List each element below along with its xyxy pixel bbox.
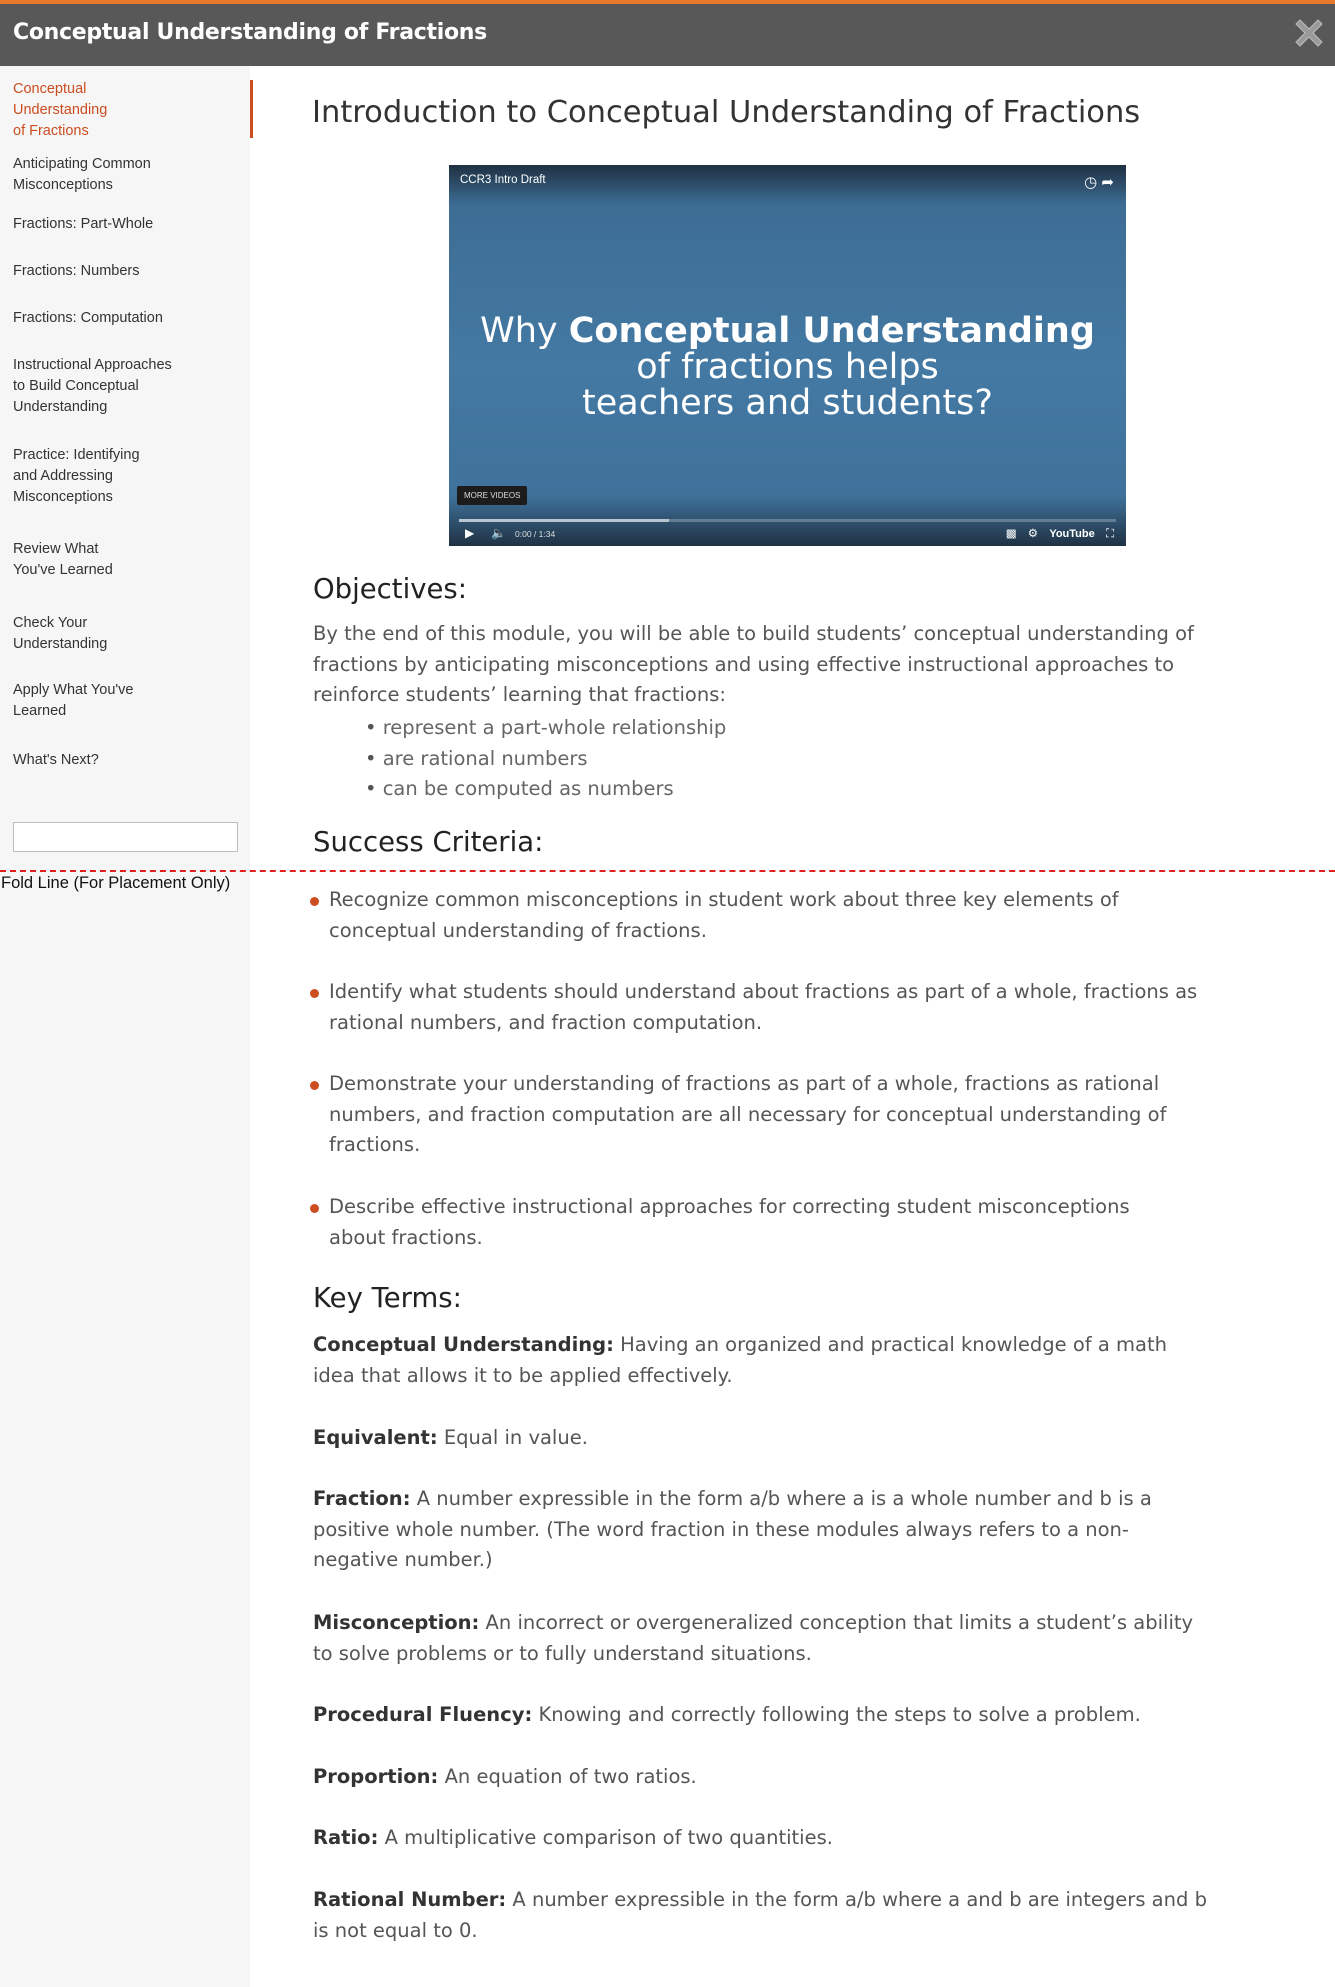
success-criterion: Recognize common misconceptions in student work about three key elements of conceptual understanding of fractions.	[329, 888, 1119, 942]
key-term	[313, 1700, 1213, 1731]
term-name: Equivalent:	[313, 1426, 438, 1449]
objective-item: • represent a part-whole relationship	[365, 713, 1065, 744]
youtube-logo[interactable]: YouTube	[1049, 528, 1095, 540]
key-term	[313, 1484, 1183, 1576]
video-top-icons	[1084, 173, 1114, 191]
headline-bold: Conceptual Understanding	[568, 311, 1095, 351]
sidebar-item-part-whole[interactable]: Fractions: Part-Whole	[13, 216, 154, 232]
watch-later-icon[interactable]: ◷	[1084, 174, 1098, 191]
term-definition: Having an organized and practical knowledge of a math idea that allows it to be applied effectively.	[313, 1333, 1167, 1387]
key-term	[313, 1608, 1213, 1669]
module-title: Conceptual Understanding of Fractions	[13, 20, 487, 45]
term-definition: Knowing and correctly following the steps to solve a problem.	[532, 1703, 1141, 1726]
video-progress-fill	[459, 519, 669, 522]
bullet-dot	[310, 897, 319, 906]
term-name: Proportion:	[313, 1765, 439, 1788]
sidebar-item-anticipating-misconceptions[interactable]: Anticipating Common Misconceptions	[13, 156, 151, 193]
term-definition: A number expressible in the form a/b where a is a whole number and b is a positive whole number. (The word fraction in these modules always refers to a non-negative number.)	[313, 1487, 1152, 1572]
term-name: Ratio:	[313, 1826, 379, 1849]
objectives-list	[365, 713, 1065, 805]
video-player[interactable]	[449, 165, 1126, 546]
objective-item: • can be computed as numbers	[365, 774, 1065, 805]
headline-line2: of fractions helps	[636, 347, 939, 387]
headline-pre: Why	[480, 311, 569, 351]
sidebar-item-instructional-approaches[interactable]: Instructional Approaches to Build Conceptual Understanding	[13, 357, 172, 415]
term-name: Procedural Fluency:	[313, 1703, 533, 1726]
fullscreen-icon[interactable]: ⛶	[1105, 528, 1114, 540]
sidebar-item-computation[interactable]: Fractions: Computation	[13, 310, 163, 326]
objectives-intro: By the end of this module, you will be able to build students’ conceptual understanding of fractions by anticipating misconceptions and using effective instructional approaches to reinforce students’ learning that fractions:	[313, 622, 1194, 707]
close-icon[interactable]	[1293, 17, 1325, 49]
sidebar-item-numbers[interactable]: Fractions: Numbers	[13, 263, 140, 279]
headline-line3: teachers and students?	[582, 383, 993, 423]
bullet-dot	[310, 1081, 319, 1090]
bullet-dot	[310, 989, 319, 998]
term-name: Rational Number:	[313, 1888, 507, 1911]
success-criterion: Describe effective instructional approaches for correcting student misconceptions about fractions.	[329, 1195, 1130, 1249]
key-term	[313, 1423, 1213, 1454]
page-title: Introduction to Conceptual Understanding of Fractions	[312, 95, 1141, 130]
fold-line	[0, 870, 1335, 872]
bullet-dot	[310, 1204, 319, 1213]
term-definition: An incorrect or overgeneralized conception that limits a student’s ability to solve problems or to fully understand situations.	[313, 1611, 1194, 1665]
share-icon[interactable]: ➦	[1101, 174, 1114, 191]
video-title: CCR3 Intro Draft	[460, 174, 546, 186]
video-headline	[449, 313, 1126, 421]
success-criterion: Demonstrate your understanding of fractions as part of a whole, fractions as rational numbers, and fraction computation are all necessary for conceptual understanding of fractions.	[329, 1072, 1167, 1157]
sidebar-search-input[interactable]	[13, 822, 238, 852]
success-criterion: Identify what students should understand about fractions as part of a whole, fractions as rational numbers, and fraction computation.	[329, 980, 1198, 1034]
objective-item: • are rational numbers	[365, 744, 1065, 775]
captions-icon[interactable]: ▩	[1005, 528, 1017, 540]
success-criteria-heading: Success Criteria:	[313, 826, 544, 858]
top-bar	[0, 0, 1335, 66]
term-definition: A number expressible in the form a/b where a and b are integers and b is not equal to 0.	[313, 1888, 1207, 1942]
key-term	[313, 1762, 1213, 1793]
sidebar-item-review[interactable]: Review What You've Learned	[13, 541, 113, 578]
term-definition: A multiplicative comparison of two quantities.	[378, 1826, 833, 1849]
sidebar-item-practice[interactable]: Practice: Identifying and Addressing Misconceptions	[13, 447, 140, 505]
term-definition: Equal in value.	[437, 1426, 588, 1449]
key-term	[313, 1885, 1213, 1946]
key-terms-heading: Key Terms:	[313, 1282, 462, 1314]
video-time: 0:00 / 1:34	[515, 529, 556, 539]
objectives-heading: Objectives:	[313, 573, 467, 605]
settings-icon[interactable]: ⚙	[1027, 528, 1039, 540]
term-definition: An equation of two ratios.	[438, 1765, 697, 1788]
active-nav-indicator	[250, 80, 253, 138]
key-term	[313, 1330, 1213, 1391]
sidebar-item-apply[interactable]: Apply What You've Learned	[13, 682, 134, 719]
fold-line-label: Fold Line (For Placement Only)	[1, 874, 231, 892]
term-name: Conceptual Understanding:	[313, 1333, 614, 1356]
play-icon[interactable]: ▶	[465, 526, 475, 540]
volume-icon[interactable]: 🔈	[491, 526, 506, 540]
key-term	[313, 1823, 1213, 1854]
sidebar-item-whats-next[interactable]: What's Next?	[13, 752, 99, 768]
sidebar-item-check-understanding[interactable]: Check Your Understanding	[13, 615, 108, 652]
video-controls	[449, 523, 1126, 546]
term-name: Fraction:	[313, 1487, 411, 1510]
sidebar-item-conceptual-understanding[interactable]: Conceptual Understanding of Fractions	[13, 81, 108, 139]
more-videos-button[interactable]: MORE VIDEOS	[457, 486, 527, 505]
term-name: Misconception:	[313, 1611, 480, 1634]
